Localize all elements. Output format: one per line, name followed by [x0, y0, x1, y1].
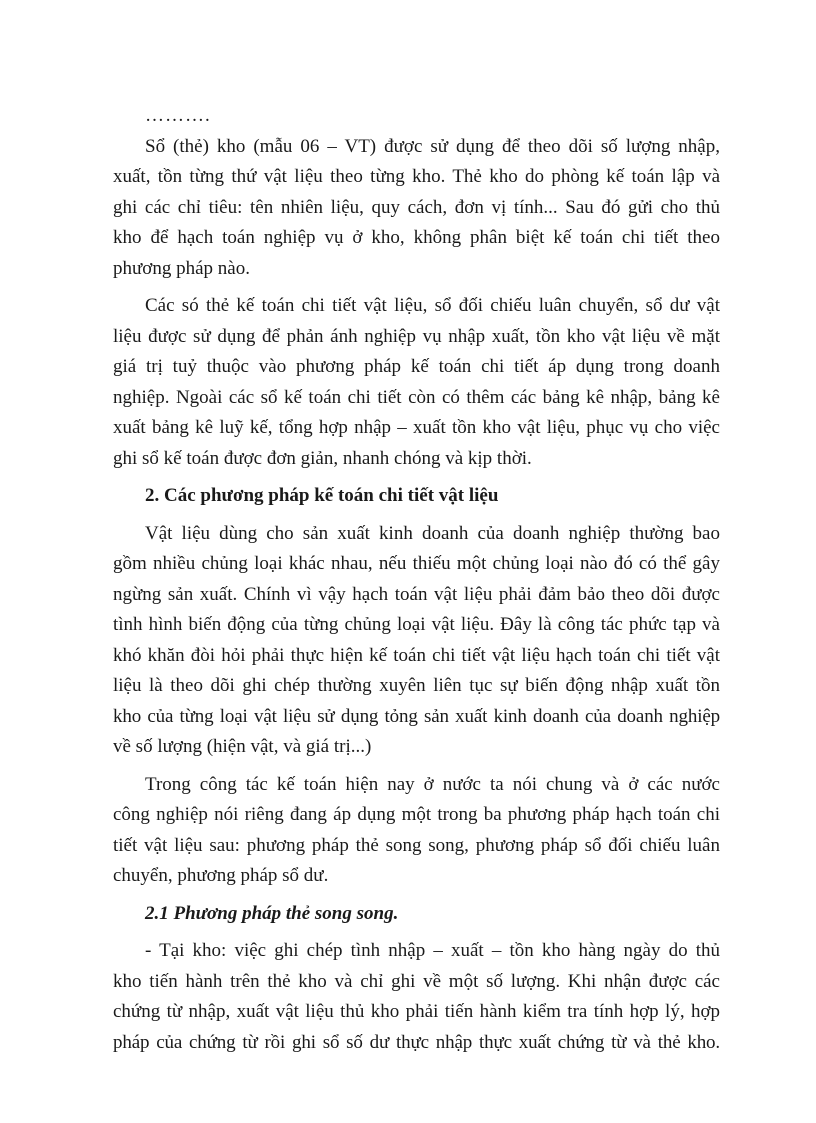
paragraph-line: ngừng sản xuất. Chính vì vậy hạch toán vật liệu phải đảm bảo theo dõi được — [113, 583, 720, 605]
paragraph-line: Các só thẻ kế toán chi tiết vật liệu, sổ đối chiếu luân chuyển, sổ dư vật — [145, 295, 720, 316]
paragraph-vat-lieu — [113, 519, 720, 763]
paragraph-line: kho tiến hành trên thẻ kho và chỉ ghi về một số lượng. Khi nhận được các — [113, 970, 720, 992]
paragraph-line: ghi các chỉ tiêu: tên nhiên liệu, quy cách, đơn vị tính... Sau đó gửi cho thủ — [113, 196, 720, 218]
paragraph-line: xuất, tồn từng thứ vật liệu theo từng kho. Thẻ kho do phòng kế toán lập và — [113, 166, 720, 187]
paragraph-line: Vật liệu dùng cho sản xuất kinh doanh của doanh nghiệp thường bao — [145, 522, 720, 544]
section-heading: 2. Các phương pháp kế toán chi tiết vật liệu — [145, 485, 499, 506]
paragraph-line: pháp của chứng từ rồi ghi sổ số dư thực nhập thực xuất chứng từ và thẻ kho. — [113, 1031, 720, 1053]
paragraph-so-the-kho — [113, 132, 720, 285]
paragraph-tai-kho — [113, 936, 720, 1058]
paragraph-line: - Tại kho: việc ghi chép tình nhập – xuất – tồn kho hàng ngày do thủ — [145, 940, 720, 961]
paragraph-line: tình hình biến động của từng chủng loại vật liệu. Đây là công tác phức tạp và — [113, 614, 720, 635]
paragraph-cong-tac-ke-toan — [113, 770, 720, 892]
paragraph-line: nghiệp. Ngoài các sổ kế toán chi tiết còn có thêm các bảng kê nhập, bảng kê — [113, 386, 720, 408]
paragraph-line: Trong công tác kế toán hiện nay ở nước ta nói chung và ở các nước — [145, 773, 720, 795]
paragraph-line: kho để hạch toán nghiệp vụ ở kho, không phân biệt kế toán chi tiết theo — [113, 227, 720, 248]
paragraph-line: Sổ (thẻ) kho (mẫu 06 – VT) được sử dụng để theo dõi số lượng nhập, — [145, 135, 720, 157]
paragraph-line: tiết vật liệu sau: phương pháp thẻ song song, phương pháp sổ đối chiếu luân — [113, 834, 720, 856]
paragraph-line: gồm nhiều chủng loại khác nhau, nếu thiếu một chủng loại nào đó có thể gây — [113, 553, 720, 574]
paragraph-line: xuất bảng kê luỹ kế, tổng hợp nhập – xuất tồn kho vật liệu, phục vụ cho việc — [113, 417, 720, 438]
paragraph-line: ghi sổ kế toán được đơn giản, nhanh chóng và kịp thời. — [113, 447, 532, 469]
leading-dots: ………. — [145, 105, 211, 126]
paragraph-line: chuyển, phương pháp sổ dư. — [113, 865, 329, 886]
paragraph-line: phương pháp nào. — [113, 257, 250, 279]
paragraph-line: liệu là theo dõi ghi chép thường xuyên liên tục sự biến động nhập xuất tồn — [113, 675, 720, 696]
paragraph-line: công nghiệp nói riêng đang áp dụng một trong ba phương pháp hạch toán chi — [113, 804, 720, 825]
document-body — [113, 101, 720, 1065]
paragraph-line: kho của từng loại vật liệu sử dụng tỏng sản xuất kinh doanh của doanh nghiệp — [113, 705, 720, 727]
paragraph-line: giá trị tuỷ thuộc vào phương pháp kế toán chi tiết áp dụng trong doanh — [113, 356, 720, 377]
paragraph-so-the-chi-tiet — [113, 291, 720, 474]
subsection-heading: 2.1 Phương pháp thẻ song song. — [145, 902, 399, 924]
paragraph-line: chứng từ nhập, xuất vật liệu thủ kho phải tiến hành kiểm tra tính hợp lý, hợp — [113, 1001, 720, 1022]
paragraph-line: về số lượng (hiện vật, và giá trị...) — [113, 736, 372, 757]
paragraph-line: khó khăn đòi hỏi phải thực hiện kế toán chi tiết vật liệu hạch toán chi tiết vật — [113, 644, 720, 666]
paragraph-line: liệu được sử dụng để phản ánh nghiệp vụ nhập xuất, tồn kho vật liệu về mặt — [113, 325, 720, 347]
